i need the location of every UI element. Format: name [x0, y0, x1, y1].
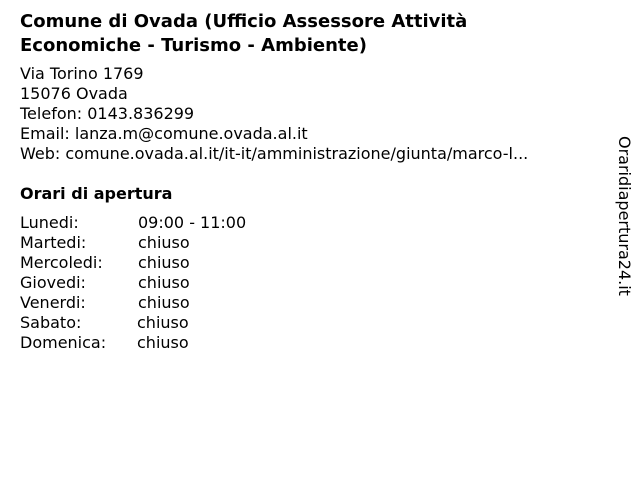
day-label: Mercoledi: — [20, 253, 103, 272]
phone-number: Telefon: 0143.836299 — [20, 104, 195, 123]
day-label: Venerdi: — [20, 293, 86, 312]
time-value: 09:00 - 11:00 — [138, 213, 247, 232]
web-link[interactable]: comune.ovada.al.it/it-it/amministrazione/giunta/marco-l... — [65, 144, 529, 163]
email-link[interactable]: lanza.m@comune.ovada.al.it — [74, 124, 308, 143]
email-label: Email: — [20, 124, 75, 143]
day-label: Giovedi: — [20, 273, 86, 292]
contact-info — [20, 64, 528, 164]
time-value: chiuso — [138, 253, 190, 272]
day-label: Lunedi: — [20, 213, 79, 232]
web-line — [20, 144, 528, 164]
web-label: Web: — [20, 144, 66, 163]
time-value: chiuso — [137, 313, 189, 332]
day-label: Martedi: — [20, 233, 87, 252]
site-watermark: Oraridiapertura24.it — [615, 136, 634, 296]
email-line — [20, 124, 528, 144]
time-value: chiuso — [138, 233, 190, 252]
time-value: chiuso — [137, 333, 189, 352]
address-street: Via Torino 1769 — [20, 64, 144, 83]
day-label: Domenica: — [20, 333, 107, 352]
page-title: Comune di Ovada (Ufficio Assessore Attività Economiche - Turismo - Ambiente) — [20, 11, 468, 56]
day-label: Sabato: — [20, 313, 82, 332]
address-city: 15076 Ovada — [20, 84, 128, 103]
time-value: chiuso — [138, 293, 190, 312]
time-value: chiuso — [138, 273, 190, 292]
hours-heading: Orari di apertura — [20, 184, 173, 203]
